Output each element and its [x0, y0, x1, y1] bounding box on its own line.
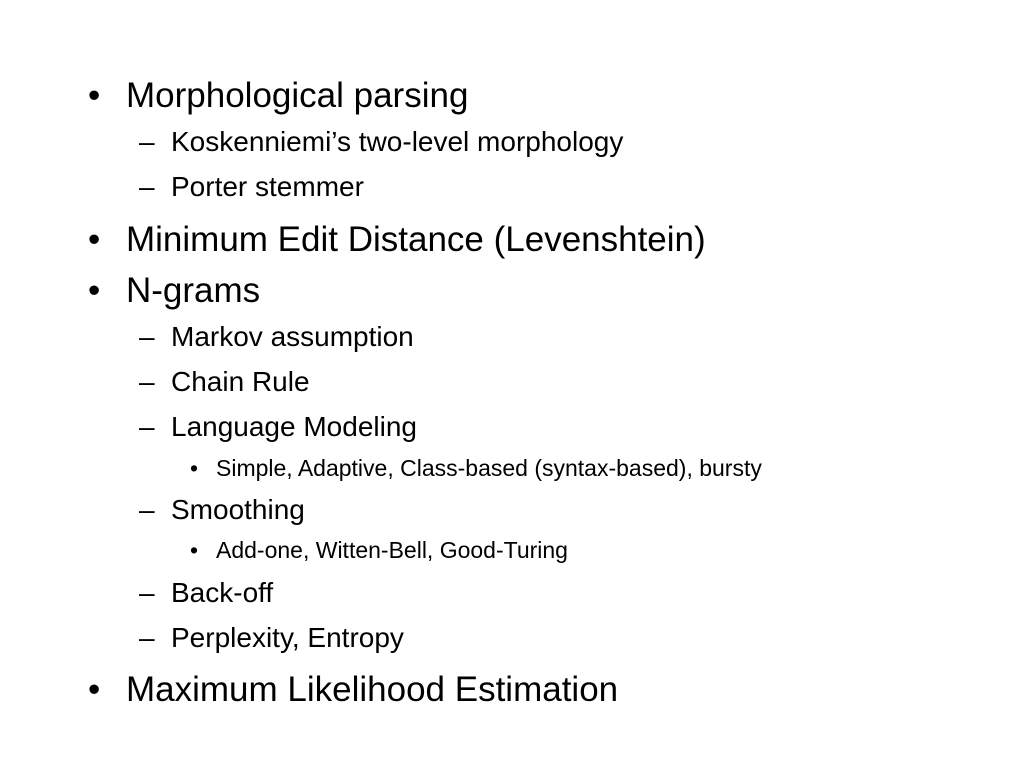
bullet-marker: •: [88, 76, 101, 115]
bullet-item-maximum-likelihood-estimation: [88, 670, 619, 709]
dash-marker: –: [139, 171, 155, 202]
sub-item-text: Perplexity, Entropy: [171, 622, 404, 653]
sub-item-two-level-morphology: [139, 126, 624, 157]
dash-marker: –: [139, 622, 155, 653]
dash-marker: –: [139, 366, 155, 397]
sub-item-perplexity-entropy: [139, 622, 404, 653]
sub-item-porter-stemmer: [139, 171, 364, 202]
dash-marker: –: [139, 577, 155, 608]
sub-item-text: Koskenniemi’s two-level morphology: [171, 126, 624, 157]
sub-sub-item-text: Add-one, Witten-Bell, Good-Turing: [216, 537, 568, 563]
dash-marker: –: [139, 126, 155, 157]
sub-item-text: Porter stemmer: [171, 171, 364, 202]
bullet-marker: •: [88, 220, 101, 259]
dash-marker: –: [139, 321, 155, 352]
bullet-marker: •: [190, 455, 199, 481]
sub-sub-item-lm-types: [190, 455, 762, 481]
sub-item-text: Markov assumption: [171, 321, 414, 352]
bullet-text: Maximum Likelihood Estimation: [126, 670, 619, 709]
sub-item-language-modeling: [139, 411, 417, 442]
bullet-item-morphological-parsing: [88, 76, 469, 115]
bullet-item-minimum-edit-distance: [88, 220, 706, 259]
sub-sub-item-smoothing-methods: [190, 537, 568, 563]
dash-marker: –: [139, 494, 155, 525]
bullet-marker: •: [88, 670, 101, 709]
bullet-text: Morphological parsing: [126, 76, 469, 115]
bullet-marker: •: [88, 271, 101, 310]
sub-item-smoothing: [139, 494, 305, 525]
bullet-text: Minimum Edit Distance (Levenshtein): [126, 220, 706, 259]
sub-item-text: Chain Rule: [171, 366, 310, 397]
bullet-text: N-grams: [126, 271, 261, 310]
sub-item-chain-rule: [139, 366, 310, 397]
sub-sub-item-text: Simple, Adaptive, Class-based (syntax-based), bursty: [216, 455, 762, 481]
sub-item-text: Smoothing: [171, 494, 305, 525]
sub-item-markov-assumption: [139, 321, 414, 352]
bullet-marker: •: [190, 537, 199, 563]
sub-item-text: Back-off: [171, 577, 274, 608]
bullet-item-n-grams: [88, 271, 261, 310]
dash-marker: –: [139, 411, 155, 442]
sub-item-back-off: [139, 577, 274, 608]
sub-item-text: Language Modeling: [171, 411, 417, 442]
